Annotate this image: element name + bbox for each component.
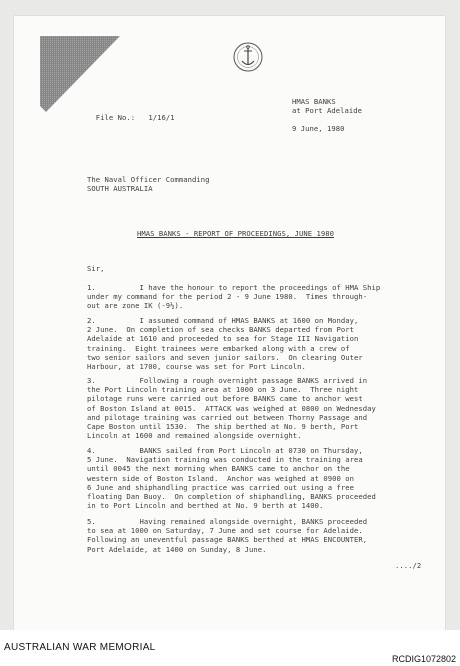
addressee-line-2: SOUTH AUSTRALIA [87, 184, 153, 193]
file-number [87, 104, 175, 122]
paragraph-1: 1. I have the honour to report the proceedings of HMA Ship under my command for the period 2 - 9 June 1980. Times through- out are zone IK (-9½). [87, 283, 381, 311]
letter-date: 9 June, 1980 [292, 124, 345, 133]
record-id: RCDIG1072802 [391, 654, 456, 664]
paragraph-3: 3. Following a rough overnight passage BANKS arrived in the Port Lincoln training area at 1000 on 3 June. Three night pilotage runs were carried out before BANKS came to anchor west of Boston Island at 0015. ATTACK was weighed at 0800 on Wednesday and pilotage training was carried out between Thorny Passage and Cape Boston until 1530. The ship berthed at No. 9 berth, Port Lincoln at 1600 and remained alongside overnight. [87, 376, 376, 441]
sender-ship: HMAS BANKS [292, 97, 336, 106]
continuation-marker: ..../2 [395, 561, 422, 570]
file-number-label: File No.: [95, 113, 136, 123]
paragraph-4: 4. BANKS sailed from Port Lincoln at 0730 on Thursday, 5 June. Navigation training was conducted in the training area until 0045 the next morning when BANKS came to anchor on the western side of Boston Island. Anchor was weighed at 0900 on 6 June and shiphandling practice was carried out using a free floating Dan Buoy. On completion of shiphandling, BANKS proceeded in to Port Lincoln and berthed at No. 9 berth at 1400. [87, 446, 376, 511]
sender-location: at Port Adelaide [292, 106, 363, 115]
archive-footer [0, 630, 460, 666]
paragraph-5: 5. Having remained alongside overnight, BANKS proceeded to sea at 1000 on Saturday, 7 June and set course for Adelaide. Following an uneventful passage BANKS berthed at HMAS ENCOUNTER, Port Adelaide, at 1400 on Sunday, 8 June. [87, 517, 368, 554]
corner-tear-mark [40, 36, 120, 112]
archive-name: AUSTRALIAN WAR MEMORIAL [4, 642, 156, 653]
salutation: Sir, [87, 264, 105, 273]
addressee-line-1: The Naval Officer Commanding [87, 175, 210, 184]
file-number-value: 1/16/1 [148, 113, 175, 123]
paragraph-2: 2. I assumed command of HMAS BANKS at 1600 on Monday, 2 June. On completion of sea checks BANKS departed from Port Adelaide at 1610 and proceeded to sea for Stage III Navigation training. Eight trainees were embarked along with a crew of two senior sailors and seven junior sailors. On clearing Outer Harbour, at 1700, course was set for Port Lincoln. [87, 316, 363, 372]
naval-crest-icon [232, 37, 264, 77]
subject-line: HMAS BANKS - REPORT OF PROCEEDINGS, JUNE 1980 [137, 229, 334, 238]
